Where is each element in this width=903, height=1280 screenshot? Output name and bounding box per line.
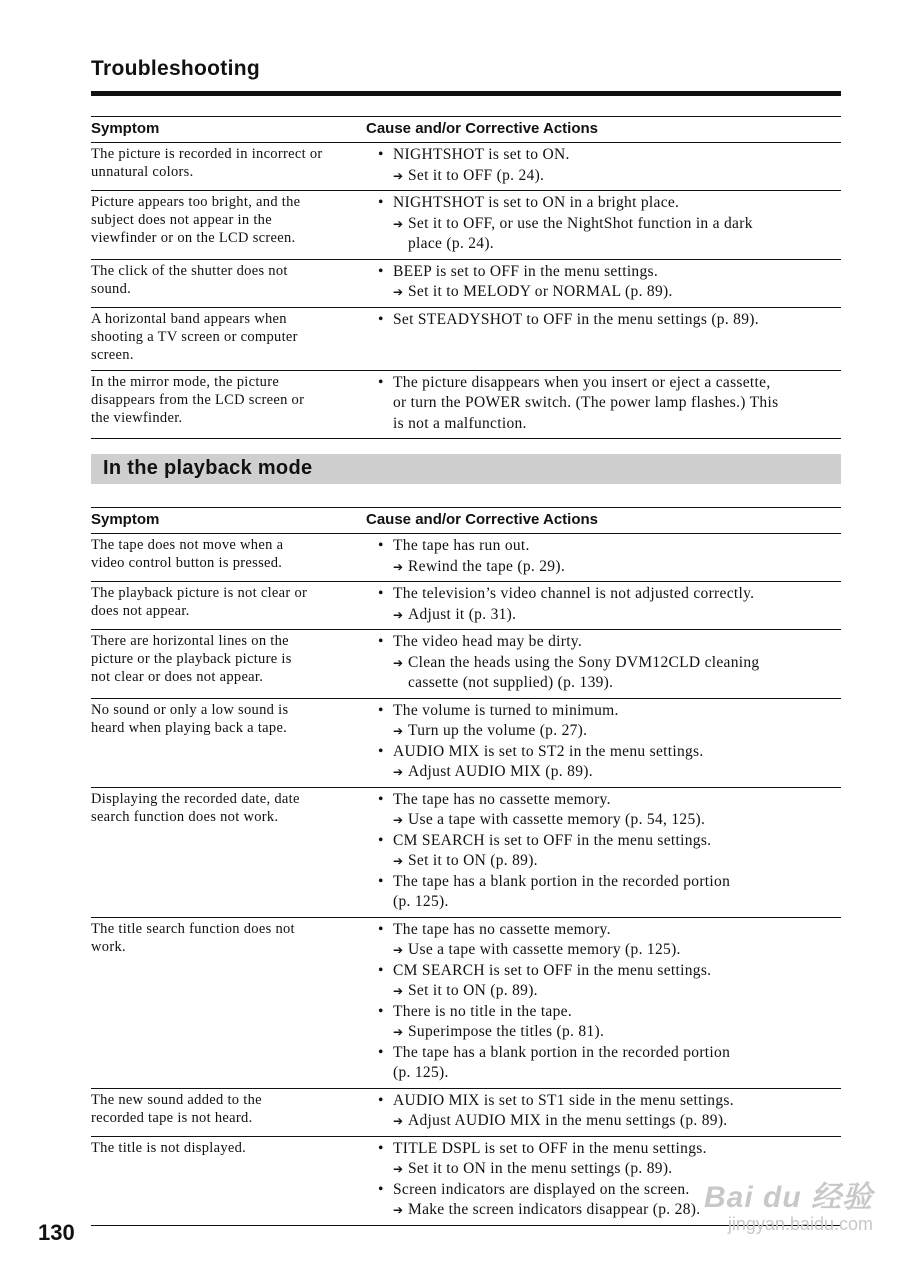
symptom-line: shooting a TV screen or computer: [91, 328, 298, 345]
corrective-action: [371, 940, 841, 961]
cause-text: Make the screen indicators disappear (p. 28).: [408, 1201, 701, 1218]
cause-item: [371, 790, 841, 811]
table-row: [91, 534, 841, 582]
arrow-right-icon: ➔: [393, 813, 404, 827]
symptom-column-header: Symptom: [91, 120, 160, 137]
table-row: [91, 630, 841, 699]
arrow-right-icon: ➔: [393, 724, 404, 738]
symptom-line: In the mirror mode, the picture: [91, 373, 280, 390]
symptom-cell: [91, 582, 371, 629]
table-row: [91, 191, 841, 260]
section-header-playback: [91, 454, 841, 484]
cause-text: Turn up the volume (p. 27).: [408, 722, 588, 739]
cause-text: Rewind the tape (p. 29).: [408, 557, 565, 575]
recording-troubleshooting-table: [91, 116, 841, 439]
cause-cell: [371, 699, 841, 787]
cause-item: [371, 1002, 841, 1023]
table-row: [91, 918, 841, 1089]
cause-cell: [371, 260, 841, 307]
corrective-action: [371, 1022, 841, 1043]
cause-item: [371, 1043, 841, 1064]
cause-text: Screen indicators are displayed on the screen.: [393, 1180, 690, 1198]
symptom-line: The click of the shutter does not: [91, 262, 288, 279]
cause-text: Superimpose the titles (p. 81).: [408, 1023, 605, 1040]
cause-text: The tape has run out.: [393, 537, 530, 554]
symptom-line: work.: [91, 938, 126, 955]
cause-text: Set it to ON in the menu settings (p. 89).: [408, 1160, 673, 1177]
corrective-action: [371, 721, 841, 742]
bullet-icon: •: [378, 1180, 384, 1198]
cause-column-header: Cause and/or Corrective Actions: [366, 120, 599, 137]
cause-text: The tape has no cassette memory.: [393, 790, 611, 808]
symptom-line: The title is not displayed.: [91, 1139, 247, 1156]
symptom-cell: [91, 1089, 371, 1136]
cause-text: Set it to OFF, or use the NightShot function in a dark: [408, 214, 753, 232]
corrective-action: [371, 981, 841, 1002]
cause-cell: [371, 630, 841, 698]
arrow-right-icon: ➔: [393, 655, 404, 670]
symptom-cell: [91, 918, 371, 1088]
symptom-line: There are horizontal lines on the: [91, 633, 289, 649]
table-row: [91, 308, 841, 371]
cause-text: NIGHTSHOT is set to ON in a bright place.: [393, 194, 680, 211]
corrective-action: [371, 653, 841, 674]
symptom-cell: [91, 143, 371, 190]
arrow-right-icon: ➔: [393, 285, 404, 299]
cause-text: There is no title in the tape.: [393, 1002, 573, 1020]
table-row: [91, 788, 841, 918]
symptom-line: search function does not work.: [91, 808, 279, 825]
continuation-line: [371, 414, 841, 435]
arrow-right-icon: ➔: [393, 984, 404, 998]
arrow-right-icon: ➔: [393, 1025, 404, 1039]
watermark-brand: Bai du 经验: [703, 1181, 873, 1214]
bullet-icon: •: [378, 961, 384, 979]
cause-text: The tape has a blank portion in the recorded portion: [393, 872, 731, 890]
symptom-line: The new sound added to the: [91, 1091, 262, 1108]
cause-cell: [371, 371, 841, 439]
symptom-line: does not appear.: [91, 603, 190, 619]
cause-text: The volume is turned to minimum.: [393, 701, 619, 719]
cause-item: [371, 742, 841, 763]
symptom-line: Displaying the recorded date, date: [91, 790, 300, 807]
table-body: [91, 143, 841, 439]
corrective-action: [371, 214, 841, 235]
arrow-right-icon: ➔: [393, 607, 404, 622]
symptom-line: The picture is recorded in incorrect or: [91, 146, 323, 162]
page-title: Troubleshooting: [91, 57, 260, 80]
cause-text: The video head may be dirty.: [393, 633, 583, 650]
cause-text: is not a malfunction.: [393, 414, 527, 432]
cause-text: Set it to OFF (p. 24).: [408, 166, 545, 184]
corrective-action: [371, 851, 841, 872]
table-row: [91, 1089, 841, 1137]
arrow-right-icon: ➔: [393, 765, 404, 779]
cause-item: [371, 961, 841, 982]
cause-text: Adjust it (p. 31).: [408, 605, 517, 623]
bullet-icon: •: [378, 585, 384, 602]
cause-item: [371, 1091, 841, 1112]
cause-text: TITLE DSPL is set to OFF in the menu settings.: [393, 1139, 707, 1157]
cause-item: [371, 1139, 841, 1160]
symptom-line: viewfinder or on the LCD screen.: [91, 230, 296, 246]
table-row: [91, 260, 841, 308]
cause-item: [371, 632, 841, 653]
cause-text: Set it to ON (p. 89).: [408, 982, 538, 999]
corrective-action: [371, 762, 841, 783]
bullet-icon: •: [378, 146, 384, 163]
cause-text: Set STEADYSHOT to OFF in the menu settings (p. 89).: [393, 310, 759, 328]
arrow-right-icon: ➔: [393, 559, 404, 574]
cause-text: Set it to ON (p. 89).: [408, 852, 538, 869]
continuation-line: [371, 892, 841, 913]
cause-text: AUDIO MIX is set to ST1 side in the menu settings.: [393, 1091, 734, 1109]
cause-text: BEEP is set to OFF in the menu settings.: [393, 262, 659, 280]
symptom-line: video control button is pressed.: [91, 555, 283, 571]
table-header: [91, 507, 841, 534]
symptom-line: subject does not appear in the: [91, 212, 272, 228]
playback-troubleshooting-table: [91, 507, 841, 1226]
bullet-icon: •: [378, 831, 384, 849]
cause-text: Use a tape with cassette memory (p. 54, 125).: [408, 811, 706, 828]
corrective-action: [371, 166, 841, 187]
bullet-icon: •: [378, 633, 384, 650]
bullet-icon: •: [378, 262, 384, 280]
cause-item: [371, 310, 841, 331]
bullet-icon: •: [378, 537, 384, 554]
symptom-cell: [91, 308, 371, 370]
table-body: [91, 534, 841, 1226]
bullet-icon: •: [378, 1091, 384, 1109]
cause-text: cassette (not supplied) (p. 139).: [408, 674, 614, 691]
cause-cell: [371, 191, 841, 259]
title-rule: [91, 91, 841, 96]
continuation-line: [371, 673, 841, 694]
table-row: [91, 699, 841, 788]
symptom-line: heard when playing back a tape.: [91, 719, 288, 736]
cause-item: [371, 536, 841, 557]
symptom-line: The tape does not move when a: [91, 537, 284, 553]
cause-cell: [371, 918, 841, 1088]
symptom-cell: [91, 534, 371, 581]
corrective-action: [371, 1111, 841, 1132]
symptom-line: Picture appears too bright, and the: [91, 194, 301, 210]
cause-cell: [371, 582, 841, 629]
symptom-line: screen.: [91, 346, 134, 363]
cause-item: [371, 373, 841, 394]
continuation-line: [371, 393, 841, 414]
bullet-icon: •: [378, 742, 384, 760]
symptom-line: The playback picture is not clear or: [91, 585, 308, 601]
cause-text: (p. 125).: [393, 1064, 449, 1081]
bullet-icon: •: [378, 872, 384, 890]
symptom-line: picture or the playback picture is: [91, 651, 292, 667]
symptom-line: not clear or does not appear.: [91, 669, 264, 685]
bullet-icon: •: [378, 1043, 384, 1061]
symptom-line: The title search function does not: [91, 920, 295, 937]
cause-item: [371, 193, 841, 214]
corrective-action: [371, 282, 841, 303]
arrow-right-icon: ➔: [393, 943, 404, 957]
cause-text: CM SEARCH is set to OFF in the menu settings.: [393, 961, 712, 979]
symptom-line: the viewfinder.: [91, 409, 183, 426]
watermark-url: jingyan.baidu.com: [727, 1214, 873, 1234]
bullet-icon: •: [378, 1002, 384, 1020]
cause-item: [371, 872, 841, 893]
section-title: In the playback mode: [103, 457, 313, 479]
cause-text: The television’s video channel is not adjusted correctly.: [393, 585, 755, 602]
symptom-cell: [91, 1137, 371, 1225]
arrow-right-icon: ➔: [393, 1162, 404, 1176]
cause-text: The tape has no cassette memory.: [393, 920, 611, 938]
symptom-line: sound.: [91, 280, 132, 297]
symptom-line: disappears from the LCD screen or: [91, 391, 305, 408]
cause-cell: [371, 788, 841, 917]
bullet-icon: •: [378, 701, 384, 719]
symptom-cell: [91, 630, 371, 698]
cause-text: CM SEARCH is set to OFF in the menu settings.: [393, 831, 712, 849]
cause-cell: [371, 534, 841, 581]
cause-text: place (p. 24).: [408, 235, 494, 252]
table-row: [91, 582, 841, 630]
symptom-cell: [91, 788, 371, 917]
cause-cell: [371, 143, 841, 190]
bullet-icon: •: [378, 1139, 384, 1157]
arrow-right-icon: ➔: [393, 854, 404, 868]
corrective-action: [371, 557, 841, 578]
arrow-right-icon: ➔: [393, 216, 404, 231]
cause-text: (p. 125).: [393, 893, 449, 910]
continuation-line: [371, 1063, 841, 1084]
cause-item: [371, 831, 841, 852]
table-row: [91, 143, 841, 191]
table-header: [91, 116, 841, 143]
corrective-action: [371, 810, 841, 831]
cause-text: NIGHTSHOT is set to ON.: [393, 146, 570, 163]
symptom-cell: [91, 191, 371, 259]
bullet-icon: •: [378, 310, 384, 328]
cause-item: [371, 584, 841, 605]
cause-text: Adjust AUDIO MIX (p. 89).: [408, 763, 593, 780]
cause-item: [371, 262, 841, 283]
symptom-cell: [91, 699, 371, 787]
symptom-line: recorded tape is not heard.: [91, 1109, 253, 1126]
cause-cell: [371, 1089, 841, 1136]
cause-text: AUDIO MIX is set to ST2 in the menu settings.: [393, 742, 704, 760]
cause-text: Adjust AUDIO MIX in the menu settings (p. 89).: [408, 1112, 728, 1129]
table-row: [91, 371, 841, 440]
cause-text: or turn the POWER switch. (The power lamp flashes.) This: [393, 394, 779, 411]
bullet-icon: •: [378, 920, 384, 938]
cause-item: [371, 701, 841, 722]
arrow-right-icon: ➔: [393, 1114, 404, 1128]
cause-item: [371, 145, 841, 166]
watermark-logo: [704, 1172, 873, 1235]
symptom-line: A horizontal band appears when: [91, 310, 287, 327]
cause-text: The picture disappears when you insert or eject a cassette,: [393, 373, 771, 391]
continuation-line: [371, 234, 841, 255]
symptom-line: unnatural colors.: [91, 164, 194, 180]
symptom-column-header: Symptom: [91, 511, 160, 528]
cause-text: Set it to MELODY or NORMAL (p. 89).: [408, 283, 673, 300]
cause-cell: [371, 308, 841, 370]
arrow-right-icon: ➔: [393, 168, 404, 183]
page-number: 130: [38, 1220, 75, 1245]
cause-text: Clean the heads using the Sony DVM12CLD cleaning: [408, 653, 760, 671]
corrective-action: [371, 605, 841, 626]
cause-column-header: Cause and/or Corrective Actions: [366, 511, 599, 528]
symptom-cell: [91, 371, 371, 439]
cause-item: [371, 920, 841, 941]
bullet-icon: •: [378, 194, 384, 211]
cause-text: Use a tape with cassette memory (p. 125).: [408, 941, 681, 958]
bullet-icon: •: [378, 790, 384, 808]
cause-text: The tape has a blank portion in the recorded portion: [393, 1043, 731, 1061]
symptom-line: No sound or only a low sound is: [91, 701, 289, 718]
symptom-cell: [91, 260, 371, 307]
bullet-icon: •: [378, 373, 384, 391]
arrow-right-icon: ➔: [393, 1203, 404, 1217]
